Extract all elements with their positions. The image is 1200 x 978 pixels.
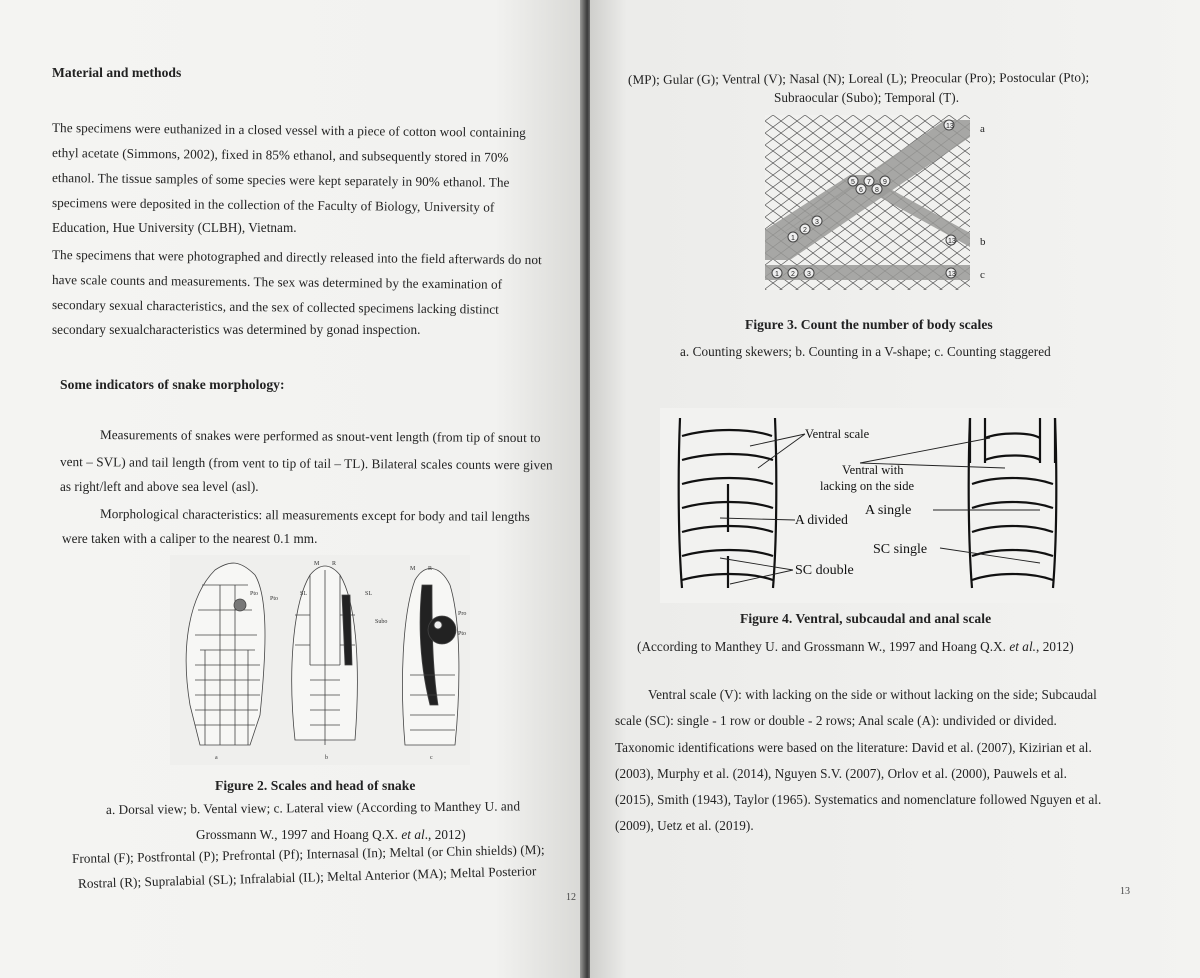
label-a: a xyxy=(215,755,218,761)
label-pto-c: Pto xyxy=(458,631,467,637)
label-b: b xyxy=(325,755,328,761)
para5-line: (2003), Murphy et al. (2014), Nguyen S.V. (2007), Orlov et al. (2000), Pauwels et al. xyxy=(615,766,1067,781)
fig3-x-5: 5 xyxy=(851,179,855,186)
label-r: R xyxy=(332,561,337,567)
para5-line: (2015), Smith (1943), Taylor (1965). Systematics and nomenclature followed Nguyen et al. xyxy=(615,792,1102,807)
right-page xyxy=(590,0,1200,978)
para2-line: have scale counts and measurements. The sex was determined by the examination of xyxy=(51,272,503,292)
para2-line: The specimens that were photographed and directly released into the field afterwards do not xyxy=(51,247,542,268)
indicators-heading: Some indicators of snake morphology: xyxy=(60,377,285,392)
page-number-left: 12 xyxy=(566,892,577,903)
label-m-c: M xyxy=(410,566,416,572)
label-a-divided: A divided xyxy=(795,512,848,527)
figure-2-caption: Figure 2. Scales and head of snake xyxy=(215,778,416,793)
label-r-c: R xyxy=(428,566,433,572)
fig3-letter-c: c xyxy=(980,269,985,281)
para1-line: Education, Hue University (CLBH), Vietnam. xyxy=(52,220,297,235)
label-m: M xyxy=(314,561,320,567)
methods-heading: Material and methods xyxy=(52,65,182,80)
figure-3-sub: a. Counting skewers; b. Counting in a V-shape; c. Counting staggered xyxy=(680,344,1051,359)
label-ventral-with: Ventral with xyxy=(842,463,904,477)
figure-2-sub2: Grossmann W., 1997 and Hoang Q.X. et al., 2012) xyxy=(196,827,466,842)
fig3-x-8: 8 xyxy=(875,187,879,194)
para1-line: specimens were deposited in the collection of the Faculty of Biology, University of xyxy=(51,195,495,215)
figure-2-snake-heads xyxy=(170,555,470,765)
count-label-c-1: 1 xyxy=(775,271,779,278)
count-label-b-3: 3 xyxy=(815,219,819,226)
figure-4-ventral-scales xyxy=(660,408,1160,603)
label-ventral-scale: Ventral scale xyxy=(805,427,870,441)
page-number-right: 13 xyxy=(1120,886,1131,897)
abbr-line-3: (MP); Gular (G); Ventral (V); Nasal (N); Loreal (L); Preocular (Pro); Postocular (Pto); xyxy=(627,69,1090,87)
label-sl-2: SL xyxy=(300,591,308,597)
para1-line: The specimens were euthanized in a closed vessel with a piece of cotton wool containing xyxy=(51,120,526,140)
figure-4-caption: Figure 4. Ventral, subcaudal and anal scale xyxy=(740,611,992,626)
para3-line: vent – SVL) and tail length (from vent to tip of tail – TL). Bilateral scales counts were given xyxy=(59,454,553,473)
label-c: c xyxy=(430,755,433,761)
label-pro: Pro xyxy=(458,611,467,617)
count-label-b-1: 1 xyxy=(791,235,795,242)
left-page xyxy=(0,0,582,978)
figure-3-scale-count xyxy=(765,115,1005,295)
count-label-c-2: 2 xyxy=(791,271,795,278)
fig3-letter-a: a xyxy=(980,123,985,135)
label-sc-single: SC single xyxy=(873,542,928,557)
para1-line: ethanol. The tissue samples of some species were kept separately in 90% ethanol. The xyxy=(51,170,510,190)
count-label-a-13: 13 xyxy=(946,123,954,130)
count-label-c-13: 13 xyxy=(948,271,956,278)
para3-line: Measurements of snakes were performed as snout-vent length (from tip of snout to xyxy=(99,427,541,446)
para4-line: were taken with a caliper to the nearest 0.1 mm. xyxy=(62,531,318,546)
label-sl: SL xyxy=(365,591,373,597)
para5-line: (2009), Uetz et al. (2019). xyxy=(615,818,754,833)
lateral-head-drawing xyxy=(402,569,458,745)
abbr-line-1: Frontal (F); Postfrontal (P); Prefrontal (Pf); Internasal (In); Meltal (or Chin shields) (M); xyxy=(71,841,545,866)
label-pto-a: Pto xyxy=(250,591,259,597)
para1-line: ethyl acetate (Simmons, 2002), fixed in 85% ethanol, and subsequently stored in 70% xyxy=(51,145,509,165)
para3-line: as right/left and above sea level (asl). xyxy=(60,479,259,494)
count-label-b-13: 13 xyxy=(948,238,956,245)
figure-2-sub1: a. Dorsal view; b. Vental view; c. Lateral view (According to Manthey U. and xyxy=(105,798,521,817)
para5-line: scale (SC): single - 1 row or double - 2 rows; Anal scale (A): undivided or divided. xyxy=(615,713,1057,728)
fig3-x-9: 9 xyxy=(883,179,887,186)
fig3-x-7: 7 xyxy=(867,179,871,186)
fig3-x-6: 6 xyxy=(859,187,863,194)
label-subo: Subo xyxy=(375,619,388,625)
para2-line: secondary sexual characteristics, and the sex of collected specimens lacking distinct xyxy=(51,297,500,317)
abbr-line-4: Subraocular (Subo); Temporal (T). xyxy=(774,90,960,105)
para4-line: Morphological characteristics: all measurements except for body and tail lengths xyxy=(99,506,530,525)
count-label-b-2: 2 xyxy=(803,227,807,234)
label-a-single: A single xyxy=(865,503,912,518)
para5-line: Ventral scale (V): with lacking on the side or without lacking on the side; Subcaudal xyxy=(648,687,1097,702)
para5-line: Taxonomic identifications were based on the literature: David et al. (2007), Kizirian et al. xyxy=(615,740,1092,755)
para2-line: secondary sexualcharacteristics was determined by gonad inspection. xyxy=(52,322,421,337)
figure-4-sub: (According to Manthey U. and Grossmann W., 1997 and Hoang Q.X. et al., 2012) xyxy=(637,639,1074,654)
count-label-c-3: 3 xyxy=(807,271,811,278)
label-sc-double: SC double xyxy=(795,563,854,578)
label-pto-a2: Pto xyxy=(270,596,279,602)
fig3-letter-b: b xyxy=(980,236,986,248)
label-lacking-on-side: lacking on the side xyxy=(820,479,915,493)
figure-3-caption: Figure 3. Count the number of body scales xyxy=(745,317,993,332)
abbr-line-2: Rostral (R); Supralabial (SL); Infralabial (IL); Meltal Anterior (MA); Meltal Posterior xyxy=(77,863,537,891)
